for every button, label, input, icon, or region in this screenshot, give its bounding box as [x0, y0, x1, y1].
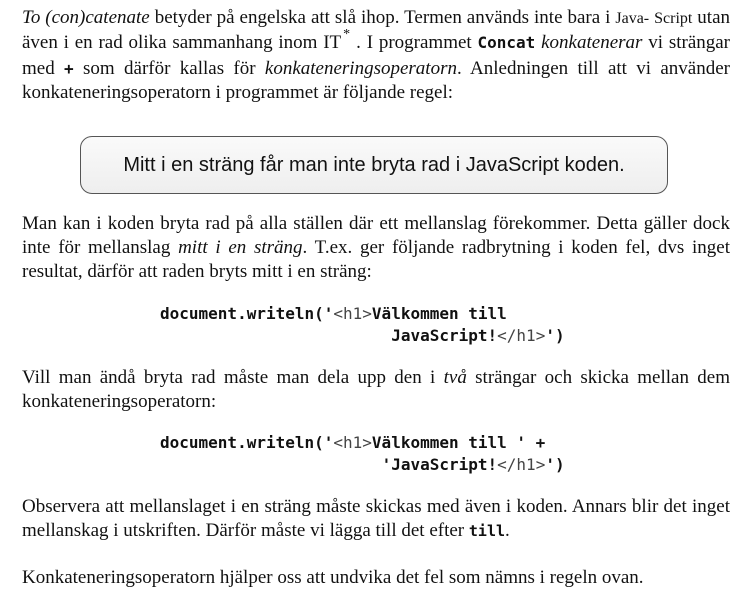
operator-term: konkateneringsoperatorn — [264, 58, 457, 79]
code1-a: document.writeln(' — [160, 304, 334, 323]
space-note-paragraph — [22, 495, 730, 543]
p4-text-2: . — [505, 520, 510, 541]
p2-text-2: . T.ex. ger följande radbrytning i koden fel, dvs inget resultat, därför att raden bryts mitt i en sträng: — [22, 237, 730, 282]
p3-emphasis: två — [443, 367, 467, 388]
code1-d: ') — [545, 326, 565, 345]
line-break-paragraph — [22, 212, 730, 284]
code-example-fixed — [160, 432, 565, 476]
p3-text-1: Vill man ändå bryta rad måste man dela upp den i — [22, 367, 444, 388]
summary-paragraph — [22, 566, 730, 590]
intro-text-3: . I programmet — [356, 32, 478, 53]
intro-paragraph — [22, 6, 730, 105]
code1-b: Välkommen till — [371, 304, 507, 323]
concat-program-name: Concat — [477, 33, 536, 52]
code2-tag-close: </h1> — [497, 455, 546, 474]
intro-text-6: . Anledningen till att vi använder konkateneringsoperatorn i programmet är följande regel: — [22, 58, 730, 103]
code2-c: 'JavaScript! — [381, 455, 498, 474]
rule-text: Mitt i en sträng får man inte bryta rad i JavaScript koden. — [123, 153, 625, 176]
code1-indent — [160, 326, 391, 345]
code-example-broken — [160, 303, 565, 347]
plus-operator: + — [64, 59, 74, 78]
term-concatenate: To (con)catenate — [22, 7, 150, 28]
it-term: IT — [323, 32, 342, 53]
code2-a: document.writeln(' — [160, 433, 334, 452]
rule-box — [80, 136, 668, 194]
code2-b: Välkommen till ' + — [371, 433, 546, 452]
till-keyword: till — [468, 522, 506, 540]
code2-indent — [160, 455, 382, 474]
java-small: Java- — [615, 10, 650, 27]
code1-tag-close: </h1> — [497, 326, 546, 345]
code1-c: JavaScript! — [391, 326, 498, 345]
code1-tag-open: <h1> — [333, 304, 372, 323]
intro-text-4: vi strängar med — [22, 32, 731, 79]
code2-d: ') — [545, 455, 565, 474]
script-small: Script — [654, 10, 693, 27]
p2-emphasis: mitt i en sträng — [178, 237, 303, 258]
p3-text-2: strängar och skicka mellan dem konkateneringsoperatorn: — [22, 367, 730, 412]
footnote-asterisk: * — [343, 27, 351, 42]
intro-text-2: utan även i en rad olika sammanhang inom — [22, 7, 730, 53]
intro-text-5: som därför kallas för — [73, 58, 265, 79]
p5-text: Konkateneringsoperatorn hjälper oss att undvika det fel som nämns i regeln ovan. — [22, 567, 644, 588]
intro-text-1: betyder på engelska att slå ihop. Termen används inte bara i — [149, 7, 616, 28]
p2-text-1: Man kan i koden bryta rad på alla ställen där ett mellanslag förekommer. Detta gäller dock inte för mellanslag — [22, 213, 730, 258]
code2-tag-open: <h1> — [333, 433, 372, 452]
p4-text-1: Observera att mellanslaget i en sträng måste skickas med även i koden. Annars blir det inget mellanskag i utskriften. Därför måste vi lägga till det efter — [22, 496, 730, 541]
split-string-paragraph — [22, 366, 730, 414]
konkatenerar-word: konkatenerar — [541, 32, 643, 53]
